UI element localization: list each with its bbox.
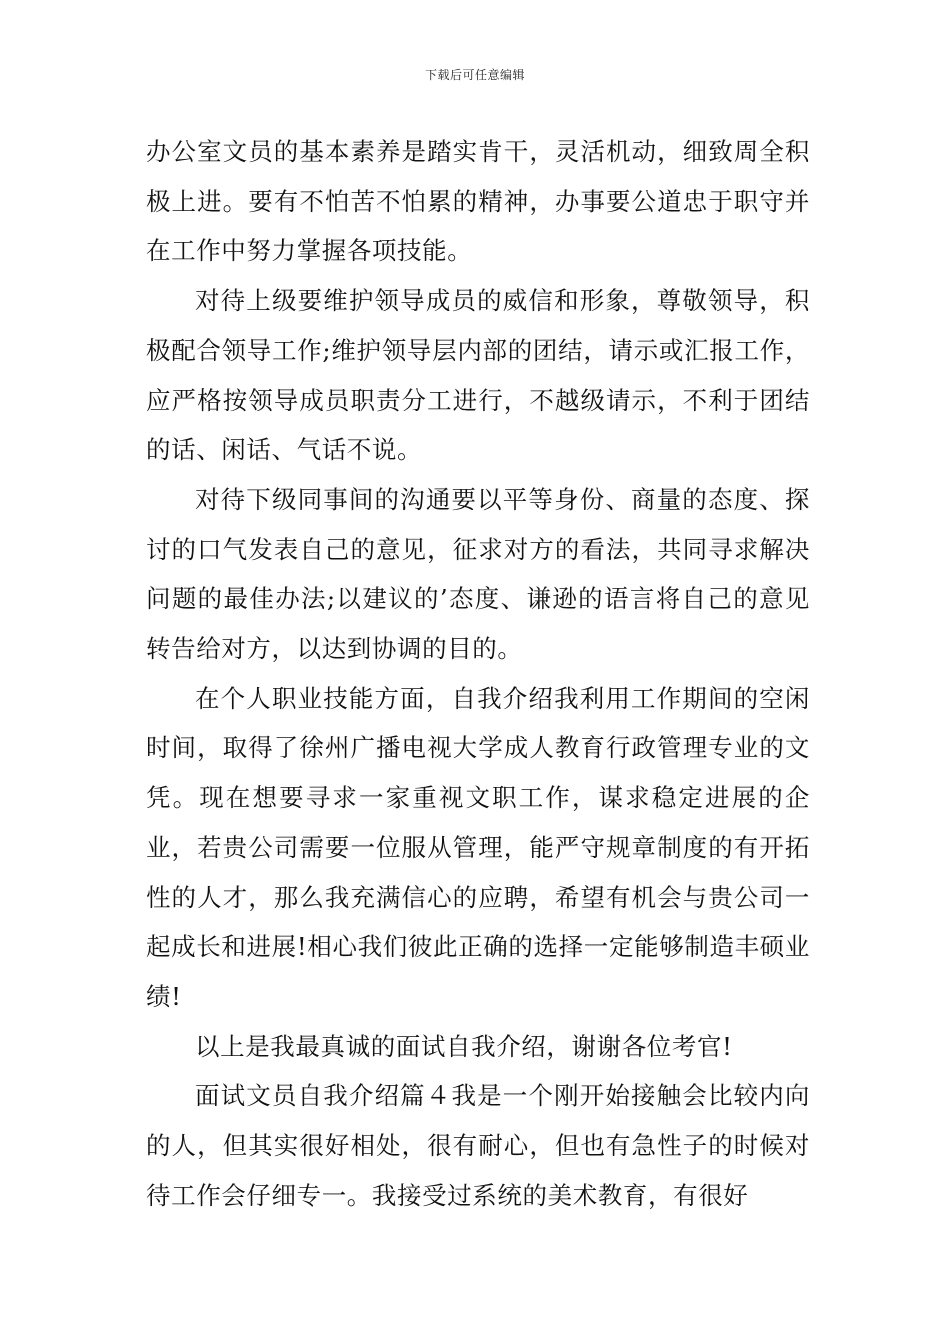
paragraph-4: 在个人职业技能方面，自我介绍我利用工作期间的空闲时间，取得了徐州广播电视大学成人教育行政管理专业的文凭。现在想要寻求一家重视文职工作，谋求稳定进展的企业，若贵公司需要一位服从管理，能严守规章制度的有开拓性的人才，那么我充满信心的应聘，希望有机会与贵公司一起成长和进展!相心我们彼此正确的选择一定能够制造丰硕业绩! (146, 683, 810, 1011)
paragraph-6: 面试文员自我介绍篇４我是一个刚开始接触会比较内向的人，但其实很好相处，很有耐心，但也有急性子的时候对待工作会仔细专一。我接受过系统的美术教育，有很好 (146, 1081, 810, 1210)
paragraph-5: 以上是我最真诚的面试自我介绍，谢谢各位考官! (195, 1031, 733, 1061)
header-note: 下载后可任意编辑 (424, 68, 525, 82)
paragraph-3: 对待下级同事间的沟通要以平等身份、商量的态度、探讨的口气发表自己的意见，征求对方的看法，共同寻求解决问题的最佳办法;以建议的’态度、谦逊的语言将自己的意见转告给对方，以达到协调的目的。 (146, 484, 810, 664)
paragraph-1: 办公室文员的基本素养是踏实肯干，灵活机动，细致周全积极上进。要有不怕苦不怕累的精神，办事要公道忠于职守并在工作中努力掌握各项技能。 (146, 137, 810, 266)
document-body (146, 127, 810, 1220)
paragraph-2: 对待上级要维护领导成员的威信和形象，尊敬领导，积极配合领导工作;维护领导层内部的团结，请示或汇报工作，应严格按领导成员职责分工进行，不越级请示，不利于团结的话、闲话、气话不说。 (146, 286, 810, 465)
